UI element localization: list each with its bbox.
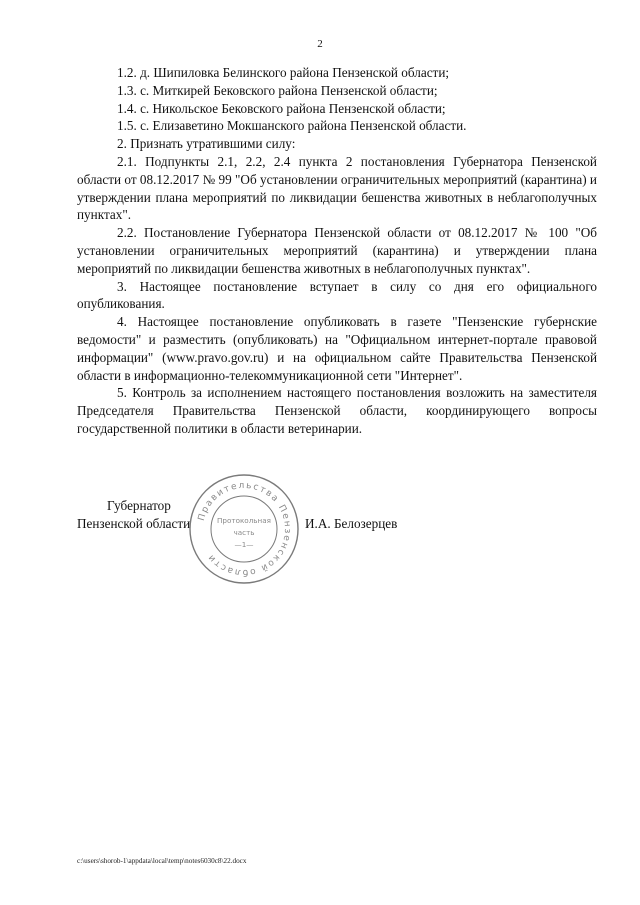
page-number: 2 <box>317 38 323 50</box>
file-path-footer: c:\users\shorob-1\appdata\local\temp\notes6030c8\22.docx <box>77 857 247 865</box>
item-2-2: 2.2. Постановление Губернатора Пензенской области от 08.12.2017 № 100 "Об установлении ограничительных мероприятий (карантина) и утверждении плана мероприятий по ликвидации бешенства животных в неблагополучных пунктах". <box>77 225 597 276</box>
signatory-position-line1: Губернатор <box>107 498 171 513</box>
seal-center-line3: —1— <box>234 540 254 549</box>
list-item-1-5: 1.5. с. Елизаветино Мокшанского района Пензенской области. <box>117 118 467 134</box>
seal-center-line1: Протокольная <box>217 516 271 525</box>
item-5: 5. Контроль за исполнением настоящего постановления возложить на заместителя Председателя Правительства Пензенской области, координирующего вопросы государственной политики в области ветеринарии. <box>77 385 597 436</box>
seal-center-line2: часть <box>233 528 255 537</box>
list-item-1-3: 1.3. с. Миткирей Бековского района Пензенской области; <box>117 82 438 98</box>
document-body <box>77 64 597 438</box>
item-3: 3. Настоящее постановление вступает в силу со дня его официального опубликования. <box>77 278 597 312</box>
list-item-1-4: 1.4. с. Никольское Бековского района Пензенской области; <box>117 100 446 116</box>
signature-block <box>77 498 597 598</box>
item-4: 4. Настоящее постановление опубликовать в газете "Пензенские губернские ведомости" и разместить (опубликовать) на "Официальном интернет-портале правовой информации" (www.pravo.gov.ru) и на официальном сайте Правительства Пензенской области в информационно-телекоммуникационной сети "Интернет". <box>77 314 597 383</box>
item-2-heading: 2. Признать утратившими силу: <box>117 136 296 152</box>
signatory-name: И.А. Белозерцев <box>305 516 398 531</box>
signatory-position-line2: Пензенской области <box>77 516 191 531</box>
seal-ring-text: Правительства Пензенской области <box>196 480 293 578</box>
list-item-1-2: 1.2. д. Шипиловка Белинского района Пензенской области; <box>117 65 450 80</box>
official-seal <box>188 473 300 585</box>
item-2-1: 2.1. Подпункты 2.1, 2.2, 2.4 пункта 2 постановления Губернатора Пензенской области от 08.12.2017 № 99 "Об установлении ограничительных мероприятий (карантина) и утверждении плана мероприятий по ликвидации бешенства животных в неблагополучных пунктах". <box>77 153 597 223</box>
